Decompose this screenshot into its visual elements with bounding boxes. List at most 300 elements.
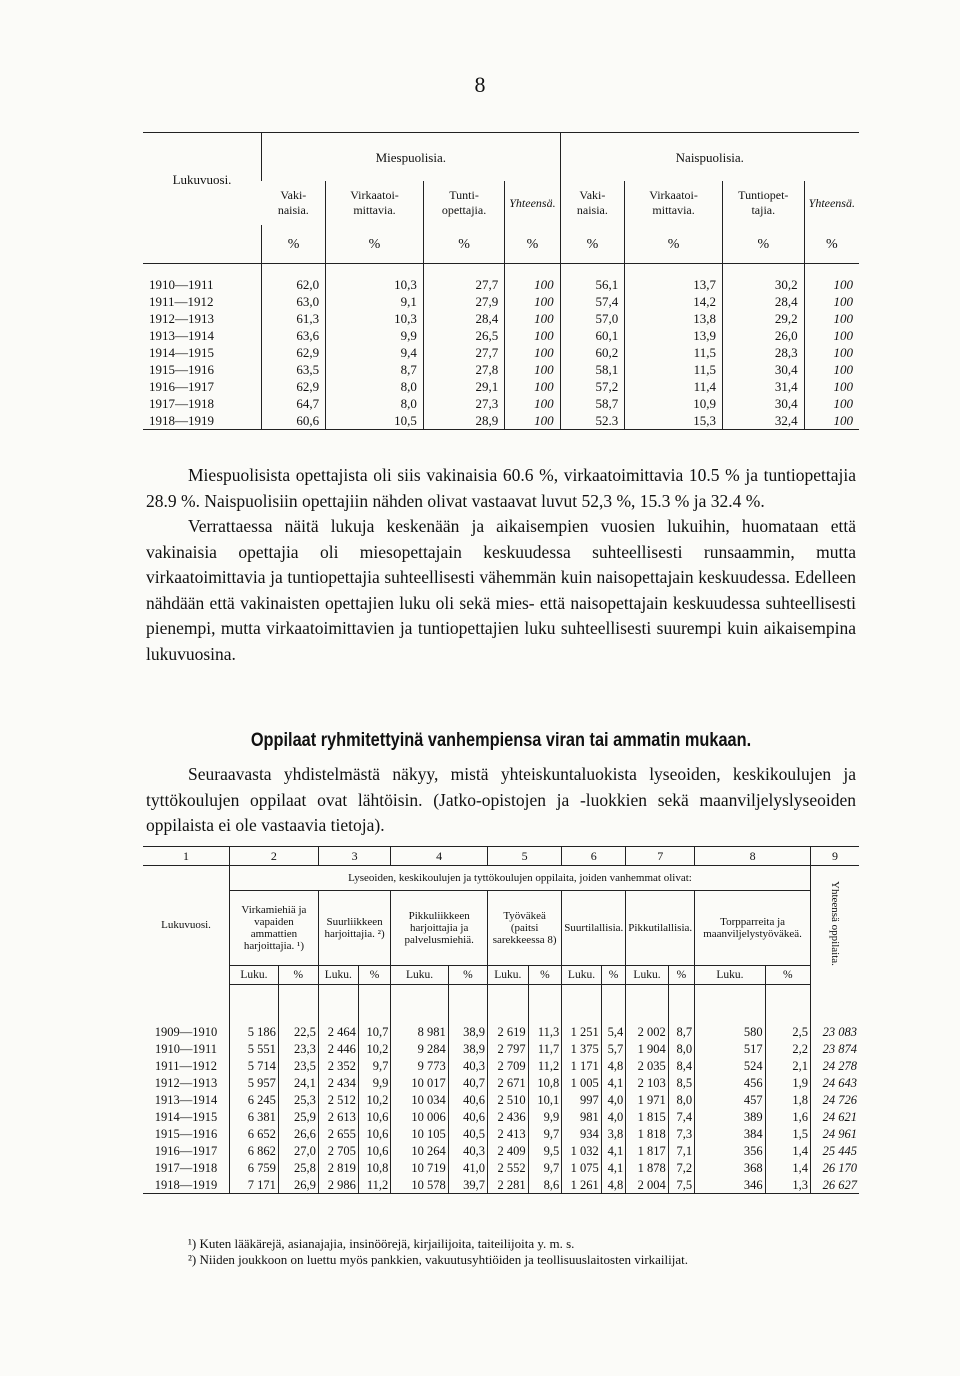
table-row: [143, 1108, 859, 1125]
column-header: Virkamiehiä ja vapaiden ammattien harjoittajia. ¹): [230, 891, 319, 966]
value-cell: 5 551: [230, 1040, 279, 1057]
paragraph-intro: [146, 762, 856, 839]
value-cell: 25 445: [811, 1142, 860, 1159]
value-cell: 40,6: [448, 1091, 487, 1108]
value-cell: 10,7: [358, 1023, 390, 1040]
value-cell: 2 413: [488, 1125, 529, 1142]
value-cell: 1 878: [626, 1159, 668, 1176]
value-cell: 11,4: [625, 378, 723, 395]
value-cell: 26,0: [722, 327, 804, 344]
table-row: [143, 1040, 859, 1057]
luku-header: Luku.: [626, 966, 668, 985]
percent-header: %: [358, 966, 390, 985]
value-cell: 63,5: [262, 361, 326, 378]
table-row: [143, 1159, 859, 1176]
column-header: Vaki-naisia.: [277, 188, 309, 217]
value-cell: 38,9: [448, 1023, 487, 1040]
value-cell: 60,2: [560, 344, 625, 361]
value-cell: 4,1: [601, 1074, 626, 1091]
value-cell: 63,6: [262, 327, 326, 344]
value-cell: 9,4: [326, 344, 424, 361]
year-cell: 1909—1910: [154, 1024, 218, 1039]
value-cell: 62,0: [262, 276, 326, 293]
year-cell: 1913—1914: [154, 1092, 218, 1107]
value-cell: 27,3: [423, 395, 504, 412]
column-number: 8: [695, 847, 811, 866]
value-cell: 15,3: [625, 412, 723, 430]
footnote: ¹) Kuten lääkärejä, asianajajia, insinöörejä, kirjailijoita, taiteilijoita y. m. s.: [188, 1236, 575, 1251]
value-cell: 10,2: [358, 1040, 390, 1057]
value-cell: 2 004: [626, 1176, 668, 1194]
column-number: 6: [562, 847, 626, 866]
value-cell: 40,3: [448, 1057, 487, 1074]
value-cell: 2 709: [488, 1057, 529, 1074]
value-cell: 100: [505, 276, 560, 293]
value-cell: 2 552: [488, 1159, 529, 1176]
value-cell: 2 671: [488, 1074, 529, 1091]
value-cell: 38,9: [448, 1040, 487, 1057]
value-cell: 1 815: [626, 1108, 668, 1125]
value-cell: 2,1: [765, 1057, 810, 1074]
year-cell: 1916—1917: [149, 379, 214, 394]
value-cell: 2 705: [318, 1142, 358, 1159]
value-cell: 30,4: [722, 395, 804, 412]
value-cell: 9 284: [391, 1040, 448, 1057]
value-cell: 8,0: [668, 1091, 694, 1108]
value-cell: 100: [505, 327, 560, 344]
paragraph-text: Verrattaessa näitä lukuja keskenään ja aikaisempien vuosien lukuihin, huomataan että vakinaisia opettajia oli miesopettajain keskuudessa suhteellisesti runsaammin, mutta virkaatoimittavia ja tuntiopettajia suhteellisesti vähemmän kuin naisopettajain keskuudessa. Edelleen nähdään että vakinaisten opettajien luku oli sekä mies- että naisopettajain keskuudessa suhteellisesti pienempi, mutta virkaatoimittavien ja tuntiopettajien luku suhteellisesti suurempi kuin aikaisempina lukuvuosina.: [146, 516, 856, 664]
value-cell: 5,4: [601, 1023, 626, 1040]
value-cell: 981: [562, 1108, 601, 1125]
value-cell: 62,9: [262, 378, 326, 395]
column-header: Tunti-opettajia.: [423, 181, 504, 225]
column-header: Yhteensä.: [505, 181, 560, 225]
value-cell: 9,1: [326, 293, 424, 310]
value-cell: 27,8: [423, 361, 504, 378]
table-row: [143, 344, 859, 361]
value-cell: 4,0: [601, 1091, 626, 1108]
table-row: [143, 412, 859, 430]
value-cell: 100: [505, 344, 560, 361]
value-cell: 9,7: [528, 1125, 562, 1142]
table-row: [143, 1091, 859, 1108]
value-cell: 1 171: [562, 1057, 601, 1074]
value-cell: 14,2: [625, 293, 723, 310]
column-number: 5: [488, 847, 562, 866]
value-cell: 9,9: [528, 1108, 562, 1125]
year-cell: 1910—1911: [154, 1041, 218, 1056]
value-cell: 100: [804, 378, 859, 395]
year-cell: 1917—1918: [154, 1160, 218, 1175]
value-cell: 24 278: [811, 1057, 860, 1074]
percent-unit: %: [505, 225, 560, 264]
year-cell: 1910—1911: [149, 277, 214, 292]
percent-unit: %: [560, 225, 625, 264]
section-heading: Oppilaat ryhmitettyinä vanhempiensa viran tai ammatin mukaan.: [250, 730, 752, 751]
value-cell: 7 171: [230, 1176, 279, 1194]
table-row: [143, 310, 859, 327]
value-cell: 10,3: [326, 276, 424, 293]
value-cell: 22,5: [278, 1023, 318, 1040]
value-cell: 2,2: [765, 1040, 810, 1057]
value-cell: 4,1: [601, 1159, 626, 1176]
value-cell: 63,0: [262, 293, 326, 310]
value-cell: 9,5: [528, 1142, 562, 1159]
value-cell: 5 186: [230, 1023, 279, 1040]
value-cell: 4,8: [601, 1176, 626, 1194]
table-row: [143, 1023, 859, 1040]
column-header: Vaki-naisia.: [560, 181, 625, 225]
value-cell: 11,5: [625, 361, 723, 378]
column-header: Pikkuliikkeen harjoittajia ja palvelusmiehiä.: [391, 891, 488, 966]
value-cell: 100: [804, 395, 859, 412]
value-cell: 9 773: [391, 1057, 448, 1074]
value-cell: 100: [804, 276, 859, 293]
value-cell: 4,1: [601, 1142, 626, 1159]
year-cell: 1914—1915: [154, 1109, 218, 1124]
value-cell: 997: [562, 1091, 601, 1108]
value-cell: 1,8: [765, 1091, 810, 1108]
value-cell: 8,0: [326, 395, 424, 412]
value-cell: 1 075: [562, 1159, 601, 1176]
value-cell: 2 436: [488, 1108, 529, 1125]
value-cell: 10 264: [391, 1142, 448, 1159]
year-cell: 1911—1912: [154, 1058, 218, 1073]
value-cell: 24,1: [278, 1074, 318, 1091]
value-cell: 8,0: [326, 378, 424, 395]
value-cell: 24 961: [811, 1125, 860, 1142]
value-cell: 6 862: [230, 1142, 279, 1159]
value-cell: 13,9: [625, 327, 723, 344]
value-cell: 52.3: [560, 412, 625, 430]
value-cell: 10 719: [391, 1159, 448, 1176]
year-cell: 1911—1912: [149, 294, 214, 309]
footnote: ²) Niiden joukkoon on luettu myös pankkien, vakuutusyhtiöiden ja teollisuuslaitosten virkailijat.: [188, 1252, 688, 1267]
value-cell: 2 510: [488, 1091, 529, 1108]
value-cell: 27,0: [278, 1142, 318, 1159]
value-cell: 2 619: [488, 1023, 529, 1040]
table-row: [143, 1074, 859, 1091]
value-cell: 10 006: [391, 1108, 448, 1125]
value-cell: 11,5: [625, 344, 723, 361]
value-cell: 2 409: [488, 1142, 529, 1159]
value-cell: 27,7: [423, 276, 504, 293]
value-cell: 9,9: [326, 327, 424, 344]
value-cell: 2 512: [318, 1091, 358, 1108]
students-by-parent-occupation-table: [143, 846, 859, 1194]
percent-header: %: [601, 966, 626, 985]
year-header: Lukuvuosi.: [143, 133, 262, 226]
value-cell: 8 981: [391, 1023, 448, 1040]
page-number: 8: [474, 72, 486, 97]
value-cell: 100: [505, 412, 560, 430]
value-cell: 23 083: [811, 1023, 860, 1040]
table-row: [143, 327, 859, 344]
year-cell: 1914—1915: [149, 345, 214, 360]
value-cell: 2 352: [318, 1057, 358, 1074]
value-cell: 1 032: [562, 1142, 601, 1159]
value-cell: 10 017: [391, 1074, 448, 1091]
value-cell: 10,3: [326, 310, 424, 327]
percent-unit: %: [625, 225, 723, 264]
value-cell: 10 578: [391, 1176, 448, 1194]
value-cell: 62,9: [262, 344, 326, 361]
value-cell: 24 726: [811, 1091, 860, 1108]
percent-header: %: [765, 966, 810, 985]
value-cell: 26 627: [811, 1176, 860, 1194]
value-cell: 100: [804, 327, 859, 344]
value-cell: 10,9: [625, 395, 723, 412]
value-cell: 41,0: [448, 1159, 487, 1176]
value-cell: 60,6: [262, 412, 326, 430]
percent-header: %: [278, 966, 318, 985]
column-header: Suurtilallisia.: [562, 891, 626, 966]
year-cell: 1915—1916: [154, 1126, 218, 1141]
value-cell: 30,4: [722, 361, 804, 378]
value-cell: 1 005: [562, 1074, 601, 1091]
value-cell: 1 261: [562, 1176, 601, 1194]
paragraph-text: Miespuolisista opettajista oli siis vakinaisia 60.6 %, virkaatoimittavia 10.5 % ja tuntiopettajia 28.9 %. Naispuolisiin opettajiin nähden olivat vastaavat luvut 52,3 %, 15.3 % ja 32.4 %.: [146, 465, 856, 511]
year-cell: 1918—1919: [143, 412, 262, 430]
value-cell: 24 643: [811, 1074, 860, 1091]
column-number: 4: [391, 847, 488, 866]
value-cell: 457: [695, 1091, 766, 1108]
column-header: Pikkutilallisia.: [626, 891, 695, 966]
table-row: [143, 276, 859, 293]
value-cell: 3,8: [601, 1125, 626, 1142]
column-header: Virkaatoi-mittavia.: [625, 181, 723, 225]
value-cell: 11,2: [358, 1176, 390, 1194]
year-cell: 1918—1919: [143, 1176, 230, 1194]
value-cell: 9,9: [358, 1074, 390, 1091]
column-header: Yhteensä.: [804, 181, 859, 225]
value-cell: 57,0: [560, 310, 625, 327]
value-cell: 2 613: [318, 1108, 358, 1125]
year-cell: 1912—1913: [154, 1075, 218, 1090]
value-cell: 24 621: [811, 1108, 860, 1125]
year-cell: 1913—1914: [149, 328, 214, 343]
value-cell: 100: [804, 310, 859, 327]
value-cell: 13,7: [625, 276, 723, 293]
value-cell: 40,5: [448, 1125, 487, 1142]
value-cell: 7,1: [668, 1142, 694, 1159]
value-cell: 2 797: [488, 1040, 529, 1057]
value-cell: 100: [505, 378, 560, 395]
value-cell: 2 434: [318, 1074, 358, 1091]
value-cell: 57,4: [560, 293, 625, 310]
value-cell: 100: [505, 395, 560, 412]
column-header: Virkaatoi-mittavia.: [326, 181, 424, 225]
value-cell: 25,8: [278, 1159, 318, 1176]
value-cell: 10,6: [358, 1125, 390, 1142]
value-cell: 6 381: [230, 1108, 279, 1125]
value-cell: 23,3: [278, 1040, 318, 1057]
table-row: [143, 1142, 859, 1159]
value-cell: 2 035: [626, 1057, 668, 1074]
luku-header: Luku.: [391, 966, 448, 985]
value-cell: 100: [505, 361, 560, 378]
value-cell: 1,5: [765, 1125, 810, 1142]
value-cell: 2 819: [318, 1159, 358, 1176]
table-row: [143, 1057, 859, 1074]
value-cell: 29,1: [423, 378, 504, 395]
table-row: [143, 1176, 859, 1194]
value-cell: 40,3: [448, 1142, 487, 1159]
luku-header: Luku.: [695, 966, 766, 985]
value-cell: 10,6: [358, 1142, 390, 1159]
total-header: Yhteensä oppilaita.: [811, 866, 860, 985]
value-cell: 8,0: [668, 1040, 694, 1057]
value-cell: 2 655: [318, 1125, 358, 1142]
value-cell: 7,4: [668, 1108, 694, 1125]
column-number: 2: [230, 847, 319, 866]
value-cell: 517: [695, 1040, 766, 1057]
year-cell: 1912—1913: [149, 311, 214, 326]
value-cell: 39,7: [448, 1176, 487, 1194]
value-cell: 580: [695, 1023, 766, 1040]
year-header: Lukuvuosi.: [143, 866, 230, 985]
value-cell: 60,1: [560, 327, 625, 344]
year-cell: 1917—1918: [149, 396, 214, 411]
value-cell: 61,3: [262, 310, 326, 327]
column-number: 3: [318, 847, 390, 866]
value-cell: 2,5: [765, 1023, 810, 1040]
value-cell: 23 874: [811, 1040, 860, 1057]
value-cell: 8,6: [528, 1176, 562, 1194]
value-cell: 4,0: [601, 1108, 626, 1125]
value-cell: 456: [695, 1074, 766, 1091]
column-header: Työväkeä (paitsi sarekkeessa 8): [488, 891, 562, 966]
luku-header: Luku.: [230, 966, 279, 985]
value-cell: 31,4: [722, 378, 804, 395]
value-cell: 26 170: [811, 1159, 860, 1176]
value-cell: 1 251: [562, 1023, 601, 1040]
value-cell: 40,6: [448, 1108, 487, 1125]
value-cell: 10 105: [391, 1125, 448, 1142]
value-cell: 8,7: [326, 361, 424, 378]
value-cell: 346: [695, 1176, 766, 1194]
table-row: [143, 1125, 859, 1142]
value-cell: 10,6: [358, 1108, 390, 1125]
value-cell: 1,3: [765, 1176, 810, 1194]
year-cell: 1915—1916: [149, 362, 214, 377]
percent-header: %: [528, 966, 562, 985]
value-cell: 10,2: [358, 1091, 390, 1108]
value-cell: 57,2: [560, 378, 625, 395]
percent-header: %: [668, 966, 694, 985]
value-cell: 27,9: [423, 293, 504, 310]
year-cell: 1916—1917: [154, 1143, 218, 1158]
value-cell: 100: [804, 293, 859, 310]
value-cell: 6 652: [230, 1125, 279, 1142]
value-cell: 11,3: [528, 1023, 562, 1040]
value-cell: 40,7: [448, 1074, 487, 1091]
table-row: [143, 395, 859, 412]
value-cell: 13,8: [625, 310, 723, 327]
percent-header: %: [448, 966, 487, 985]
value-cell: 2 446: [318, 1040, 358, 1057]
paragraph-text: Seuraavasta yhdistelmästä näkyy, mistä yhteiskuntaluokista lyseoiden, keskikoulujen ja tyttökoulujen oppilaat ovat lähtöisin. (Jatko-opistojen ja -luokkien sekä maanviljelyslyseoiden oppilaista ei ole vastaavia tietoja).: [146, 764, 856, 835]
column-header: Suurliikkeen harjoittajia. ²): [318, 891, 390, 966]
value-cell: 23,5: [278, 1057, 318, 1074]
value-cell: 29,2: [722, 310, 804, 327]
value-cell: 11,7: [528, 1040, 562, 1057]
female-header: Naispuolisia.: [560, 133, 859, 182]
value-cell: 25,9: [278, 1108, 318, 1125]
value-cell: 10,8: [528, 1074, 562, 1091]
value-cell: 56,1: [560, 276, 625, 293]
value-cell: 10,1: [528, 1091, 562, 1108]
column-number: 9: [811, 847, 860, 866]
value-cell: 32,4: [722, 412, 804, 430]
value-cell: 26,9: [278, 1176, 318, 1194]
value-cell: 10,5: [326, 412, 424, 430]
value-cell: 26,5: [423, 327, 504, 344]
value-cell: 7,2: [668, 1159, 694, 1176]
luku-header: Luku.: [562, 966, 601, 985]
percent-unit: %: [722, 225, 804, 264]
value-cell: 1,6: [765, 1108, 810, 1125]
teacher-percentage-table: [143, 132, 859, 430]
value-cell: 8,4: [668, 1057, 694, 1074]
value-cell: 1 817: [626, 1142, 668, 1159]
column-number: 1: [143, 847, 230, 866]
value-cell: 100: [505, 310, 560, 327]
value-cell: 5 957: [230, 1074, 279, 1091]
value-cell: 2 103: [626, 1074, 668, 1091]
value-cell: 7,5: [668, 1176, 694, 1194]
value-cell: 25,3: [278, 1091, 318, 1108]
paragraph-summary: [146, 463, 856, 667]
column-number: 7: [626, 847, 695, 866]
value-cell: 1 375: [562, 1040, 601, 1057]
luku-header: Luku.: [488, 966, 529, 985]
value-cell: 100: [804, 361, 859, 378]
value-cell: 6 759: [230, 1159, 279, 1176]
value-cell: 4,8: [601, 1057, 626, 1074]
value-cell: 7,3: [668, 1125, 694, 1142]
value-cell: 100: [804, 344, 859, 361]
value-cell: 10 034: [391, 1091, 448, 1108]
value-cell: 1,4: [765, 1159, 810, 1176]
male-header: Miespuolisia.: [262, 133, 561, 182]
value-cell: 1,9: [765, 1074, 810, 1091]
value-cell: 1 971: [626, 1091, 668, 1108]
value-cell: 368: [695, 1159, 766, 1176]
value-cell: 2 464: [318, 1023, 358, 1040]
value-cell: 64,7: [262, 395, 326, 412]
value-cell: 30,2: [722, 276, 804, 293]
value-cell: 9,7: [528, 1159, 562, 1176]
value-cell: 1 904: [626, 1040, 668, 1057]
value-cell: 2 281: [488, 1176, 529, 1194]
value-cell: 100: [505, 293, 560, 310]
value-cell: 356: [695, 1142, 766, 1159]
percent-unit: %: [262, 225, 326, 264]
value-cell: 1 818: [626, 1125, 668, 1142]
value-cell: 26,6: [278, 1125, 318, 1142]
value-cell: 9,7: [358, 1057, 390, 1074]
value-cell: 8,7: [668, 1023, 694, 1040]
value-cell: 28,9: [423, 412, 504, 430]
percent-unit: %: [804, 225, 859, 264]
value-cell: 2 986: [318, 1176, 358, 1194]
column-header: Torpparreita ja maanviljelystyöväkeä.: [695, 891, 811, 966]
percent-unit: %: [326, 225, 424, 264]
table-row: [143, 378, 859, 395]
table-row: [143, 293, 859, 310]
value-cell: 1,4: [765, 1142, 810, 1159]
